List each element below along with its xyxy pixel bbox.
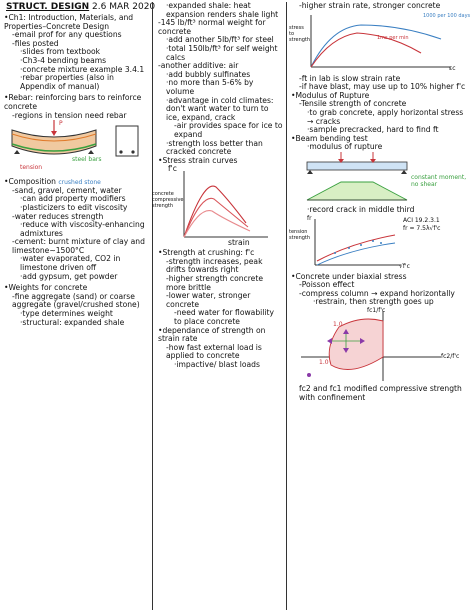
note-line: •Strength at crushing: f'c [158,248,255,258]
note-line: -Tensile strength of concrete [299,99,407,109]
note-line: ·add bubbly sulfinates [166,69,251,79]
note-line: -ft in lab is slow strain rate [299,73,401,83]
page-date: 2.6 MAR 2020 [92,2,156,12]
page-title: STRUCT. DESIGN [6,2,90,12]
stress-strain-heading: •Stress strain curves [158,155,238,165]
note-line: -water reduces strength [12,211,104,221]
note-line: ·impactive/ blast loads [174,360,260,369]
note-line: ·advantage in cold climates: don't want water to turn to ice, expand, crack [166,95,274,122]
note-line: -air provides space for ice to expand [174,121,283,139]
aci-reference: ACI 19.2.3.1 [403,216,440,224]
series-label: 1ms per min [377,34,409,41]
note-line: ·Ch3-4 bending beams [20,55,107,65]
note-line: ·can add property modifiers [20,194,126,204]
constant-moment-label: constant moment, no shear [411,173,467,188]
column-3 [291,2,471,402]
note-line: -Poisson effect [299,280,355,290]
note-line: -strength increases, peak drifts towards right [166,256,263,275]
rebar-heading: •Rebar: reinforcing bars to reinforce concrete [4,93,142,111]
note-line: -higher strength concrete more brittle [166,274,263,292]
note-line: ·record crack in middle third [307,204,415,214]
page-header [6,2,155,13]
note-line: ·add gypsum, get powder [20,271,118,281]
note-line: ·water evaporated, CO2 in limestone driven off [20,254,121,273]
weights-heading: •Weights for concrete [4,283,88,293]
note-line: ·reduce with viscosity-enhancing admixtures [20,220,145,238]
note-line: -higher strain rate, stronger concrete [299,1,441,10]
note-line: -cement: burnt mixture of clay and limestone~1500°C [12,237,145,255]
note-line: -fine aggregate (sand) or coarse aggregate (gravel/crushed stone) [12,291,140,310]
column-2 [152,1,283,370]
rupture-equation: fr = 7.5λ√f'c [403,224,441,232]
note-line: ·slides from textbook [20,47,101,57]
note-line: •dependance of strength on strain rate [158,325,266,344]
beam-test-figure [291,152,471,206]
column-divider-2 [286,2,287,610]
note-line: ·strength loss better than cracked concrete [166,138,263,157]
tension-figure [291,215,471,273]
note-line: -another additive: air [158,61,239,71]
x-axis-label: fc2/f'c [441,352,460,360]
axis-mark-label: 1.0 [333,320,343,328]
note-line: -sand, gravel, cement, water [12,185,122,195]
note-line: fc2 and fc1 modified compressive strength with confinement [299,383,462,402]
load-label: P [59,120,63,128]
strain-axis-label: strain [228,238,250,248]
beam-figure [4,120,150,178]
note-line: -regions in tension need rebar [12,110,127,120]
note-line: ·sample precracked, hard to find ft [307,125,439,135]
note-line: ·plasticizers to edit viscosity [20,202,128,212]
beam-test-heading: •Beam bending test [291,133,368,143]
y-axis-label: stress to strength [289,24,311,43]
note-line: ·expanded shale: heat expansion renders shale light [166,1,279,19]
x-axis-label: εc [449,64,456,72]
steel-label: steel bars [72,156,102,164]
composition-title: •Composition [4,177,56,187]
note-line: -files posted [12,38,59,48]
series-label: 1000 per 100 days [423,12,471,19]
note-line: ·rebar properties (also in Appendix of manual) [20,73,114,91]
note-line: -if have blast, may use up to 10% higher f'c [299,82,466,92]
note-line: ·no more than 5-6% by volume [166,78,254,96]
note-line: -email prof for any questions [12,30,122,40]
note-line: ·total 150lb/ft³ for self weight calcs [166,43,278,62]
note-line: ·add another 5lb/ft³ for steel [166,35,274,45]
note-line: ·concrete mixture example 3.4.1 [20,64,145,74]
strain-rate-figure [291,11,471,75]
strain-rate-chart [291,11,471,75]
note-line: ·type determines weight [20,309,113,319]
axis-mark-label: 1.0 [319,358,329,366]
note-line: ·to grab concrete, apply horizontal stress → cracks [307,107,464,126]
composition-note: crushed stone [58,179,101,187]
x-axis-label: √f'c [399,262,410,270]
biaxial-chart [291,307,471,385]
note-line: ·structural: expanded shale [20,317,125,327]
y-axis-label: fc1/f'c [367,306,386,314]
y-axis-label: concrete compressive strength [152,191,184,210]
note-line: -lower water, stronger concrete [166,291,251,309]
note-line: ·modulus of rupture [307,142,383,152]
note-line: ·restrain, then strength goes up [313,297,434,307]
fc-axis-label: f'c [168,164,177,174]
modulus-heading: •Modulus of Rupture [291,90,370,100]
chapter-heading: •Ch1: Introduction, Materials, and Properties–Concrete Design [4,13,134,31]
note-line: -how fast external load is applied to concrete [166,342,262,361]
y-axis-label: tension strength [289,228,311,241]
biaxial-figure [291,307,471,385]
column-1 [4,14,150,327]
tension-chart [291,215,471,273]
note-line: -compress column → expand horizontally [299,288,455,298]
note-line: -145 lb/ft³ normal weight for concrete [158,18,266,36]
fr-label: fr [307,214,312,222]
column-divider-1 [152,2,153,610]
biaxial-heading: •Concrete under biaxial stress [291,271,407,281]
stress-strain-figure [152,164,283,249]
note-line: -need water for flowability to place concrete [174,308,274,327]
tension-label: tension [20,164,43,172]
